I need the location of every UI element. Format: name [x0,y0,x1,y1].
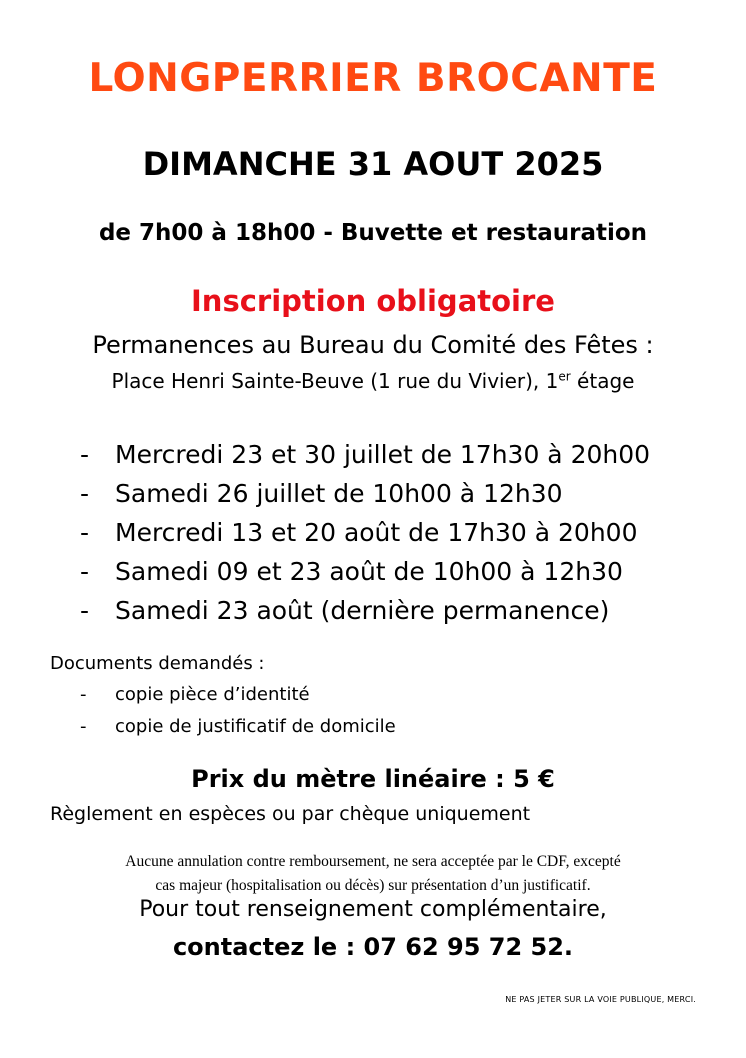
event-title: LONGPERRIER BROCANTE [88,56,658,101]
floor-superscript: er [558,369,571,384]
footer-note: NE PAS JETER SUR LA VOIE PUBLIQUE, MERCI. [505,995,696,1004]
event-date: DIMANCHE 31 AOUT 2025 [142,145,604,183]
address-text: Place Henri Sainte-Beuve (1 rue du Vivier), 1 [111,369,559,393]
document-text: copie pièce d’identité [115,684,310,705]
address-suffix: étage [570,369,635,393]
list-dash: - [80,440,90,469]
inscription-heading: Inscription obligatoire [191,284,555,318]
event-hours: de 7h00 à 18h00 - Buvette et restauration [98,220,648,246]
list-dash: - [80,716,87,737]
schedule-text: Samedi 23 août (dernière permanence) [115,596,610,625]
cancellation-line: Aucune annulation contre remboursement, ne sera acceptée par le CDF, excepté [125,853,621,870]
info-line: Pour tout renseignement complémentaire, [139,897,607,922]
schedule-text: Mercredi 23 et 30 juillet de 17h30 à 20h00 [115,440,651,469]
list-dash: - [80,557,90,586]
contact-phone: contactez le : 07 62 95 72 52. [172,933,574,961]
schedule-text: Mercredi 13 et 20 août de 17h30 à 20h00 [115,518,638,547]
payment-terms: Règlement en espèces ou par chèque uniquement [50,803,531,825]
documents-heading: Documents demandés : [50,653,265,674]
cancellation-line: cas majeur (hospitalisation ou décès) sur présentation d’un justificatif. [155,877,591,894]
office-address [0,369,746,393]
list-dash: - [80,596,90,625]
document-text: copie de justificatif de domicile [115,716,396,737]
list-dash: - [80,479,90,508]
schedule-text: Samedi 09 et 23 août de 10h00 à 12h30 [115,557,623,586]
cancellation-policy [0,850,746,898]
schedule-text: Samedi 26 juillet de 10h00 à 12h30 [115,479,563,508]
list-dash: - [80,518,90,547]
list-dash: - [80,684,87,705]
permanences-intro: Permanences au Bureau du Comité des Fêtes : [92,331,654,359]
price-line: Prix du mètre linéaire : 5 € [191,765,555,793]
